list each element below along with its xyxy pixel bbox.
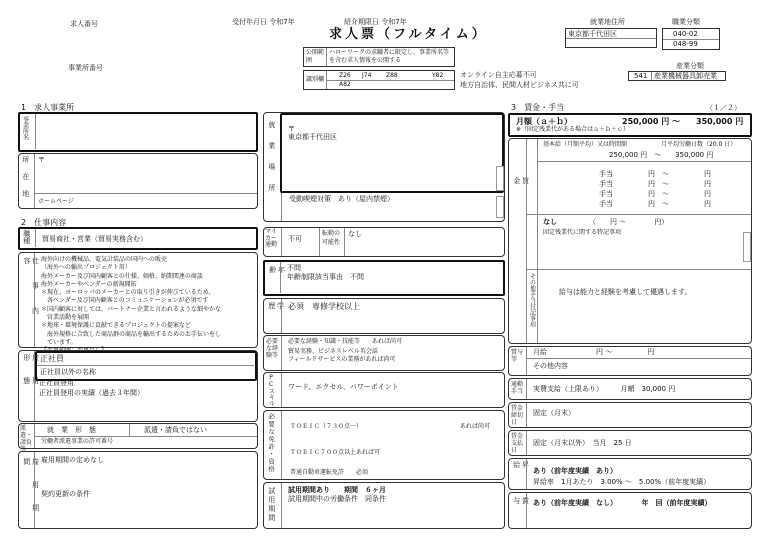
desc-line: ＊現在、ヨーロッパのメーカーとの取り引きが伸びているため、 [41, 289, 215, 297]
job-description-box [18, 252, 258, 355]
desc-line: ＊国内顧客に対しては、パートナー企業と言われるような細やかな [41, 305, 222, 313]
work-address-box [280, 113, 504, 193]
desc-line: ＊地球・環境保護に貢献できるプロジェクトの提案など [41, 322, 191, 330]
trial-period-value: 試用期間あり 期間 ６ヶ月 [288, 486, 386, 494]
wage-close-box [508, 402, 752, 428]
public-range-text: ハローワークの求職者に限定し、事業所名等を含む求人情報を公開する [329, 49, 450, 64]
other-allowance-value: 給与は能力と経験を考慮して優遇します。 [559, 288, 692, 296]
employment-status-box [35, 351, 257, 381]
pc-skill-box [263, 372, 505, 408]
irregular-other: その他内容 [533, 362, 568, 370]
employment-period-box [18, 451, 258, 529]
desc-line: ています。 [41, 338, 77, 346]
wage-pay-value: 固定（月末以外） 当月 25 日 [533, 439, 632, 447]
work-address: 東京都千代田区 [288, 133, 337, 141]
dispatch-form-value: 派遣・請負ではない [144, 426, 207, 434]
id-box [303, 70, 455, 90]
mycar-value: 不可 [288, 235, 302, 243]
transfer-value: なし [348, 230, 362, 238]
license-item: ＴＯＥＩＣ（７３０点～） [290, 423, 363, 430]
commute-allowance-box [508, 378, 752, 400]
public-range-label: 公開範囲 [306, 49, 325, 64]
dispatch-box [18, 423, 258, 453]
age-label: 年齢 [268, 266, 286, 283]
employment-period-value: 雇用期間の定めなし [41, 456, 104, 464]
education-box [263, 298, 505, 334]
wage-pay-label: 賃金支払日 [511, 433, 524, 454]
work-address-scrollbar[interactable] [496, 166, 504, 191]
desc-line: 海外メーカー及び国内顧客との仕様、価格、納期関連の商談 [41, 272, 203, 280]
license-item: ＴＯＥＩＣ７００点以上あれば可 [290, 449, 381, 456]
public-range-box [303, 47, 455, 67]
section1-title: 1 求人事業所 [21, 103, 75, 112]
basic-pay-value: 250,000 円 ～ 350,000 円 [609, 151, 714, 159]
age-box [263, 260, 505, 296]
job-description-text [41, 256, 221, 356]
experience-box [263, 335, 505, 371]
industry-box [628, 71, 726, 81]
experience-line: フィールドサービスの業務があれば尚可 [288, 356, 396, 363]
driver-license: 普通自動車運転免許 必須 [290, 469, 369, 476]
employer-address-label: 所在地 [21, 156, 30, 207]
trial-period-label: 試用期間 [267, 487, 276, 523]
desc-line: 営業活動を展開 [41, 314, 90, 322]
employer-name-label: 事業所名 [21, 116, 29, 140]
id-code: J74 [362, 72, 372, 79]
fixed-overtime-scrollbar[interactable] [743, 232, 751, 262]
employer-address-box [18, 153, 258, 209]
irregular-wage-label: 賞与等 [511, 349, 524, 363]
job-type-value: 貿易商社・営業（貿易実務含む） [42, 235, 147, 243]
document-title: 求人票（フルタイム） [329, 27, 488, 42]
industry-label: 産業分類 [676, 62, 704, 70]
industry-name: 産業機械器具卸売業 [654, 72, 717, 80]
fixed-overtime-value: なし [543, 218, 557, 226]
fixed-overtime-range: （ 円 ～ 円） [589, 218, 669, 226]
license-box [263, 410, 505, 480]
raise-box [508, 458, 752, 490]
industry-code: 541 [634, 72, 648, 80]
online-apply-note: オンライン自主応募不可 [460, 71, 537, 79]
basic-pay-label: 基本給（月額平均）又は時間額 [543, 141, 628, 148]
work-postal: 〒 [288, 125, 295, 133]
wage-pay-box [508, 430, 752, 456]
desc-line: （海外への輸出プロジェクト用） [41, 264, 131, 272]
transfer-label: 転勤の可能性 [322, 230, 341, 246]
occupation-box [662, 28, 720, 50]
bonus-label: 賞与 [512, 497, 530, 514]
regular-conversion-value: 正社員登用の実績（過去３年間） [39, 389, 144, 397]
monthly-wage-label: 月額（ａ＋ｂ） [516, 117, 572, 126]
commute-allowance-value: 実費支給（上限あり） 月額 30,000 円 [533, 385, 676, 393]
local-gov-note: 地方自治体、民間人材ビジネス共に可 [460, 81, 579, 89]
education-label: 学歴 [267, 302, 285, 319]
desc-line: 海外規格に合致した商品群の商品を輸出するためのお手伝いをし [41, 330, 222, 338]
section3-title: 3 賃金・手当 [511, 103, 565, 112]
dispatch-form-label: 就 業 形 態 [47, 426, 96, 434]
workplace-box [565, 28, 657, 48]
workplace-value: 東京都千代田区 [568, 30, 617, 38]
allowance-row: 手当 円 ～ 円 [599, 190, 711, 198]
irregular-monthly: 月給 円 ～ 円 [533, 348, 655, 356]
other-allowance-label: その他手当付記事項 [528, 273, 536, 327]
allowance-row: 手当 円 ～ 円 [599, 170, 711, 178]
irregular-wage-box [508, 346, 752, 376]
raise-rate: 昇給率 1月あたり 3.00% ～ 5.00%（前年度実績） [533, 478, 711, 486]
employer-postal: 〒 [38, 156, 45, 164]
license-label: 必要な免許・資格 [267, 413, 276, 473]
office-number-label: 事業所番号 [68, 64, 103, 72]
raise-label: 昇給 [512, 461, 530, 476]
employment-period-label: 雇用期間 [22, 458, 40, 527]
employer-name-box [18, 112, 258, 152]
page-indicator: （１／２） [706, 104, 741, 112]
commute-transfer-box [263, 227, 505, 257]
job-number-label: 求人番号 [70, 20, 98, 28]
commute-allowance-label: 通勤手当 [511, 381, 524, 395]
fixed-overtime-note: 固定残業代に関する特記事項 [543, 229, 622, 236]
allowance-row: 手当 円 ～ 円 [599, 200, 711, 208]
experience-label: 必要な経験等 [266, 338, 279, 359]
regular-conversion-label: 正社員登用 [39, 379, 74, 387]
smoking-policy: 受動喫煙対策 あり（屋内禁煙） [289, 195, 394, 203]
renewal-condition-label: 契約更新の条件 [41, 490, 90, 498]
referral-deadline-label: 紹介期限日 令和7年 [344, 18, 407, 26]
id-code: Y82 [432, 72, 444, 79]
id-code: Z88 [386, 72, 398, 79]
homepage-label: ホームページ [38, 198, 74, 205]
monthly-wage-note: ※（固定残業代がある場合はａ＋ｂ＋ｃ） [516, 126, 630, 133]
workplace-label: 就業地住所 [590, 18, 625, 26]
education-value: 必須 専修学校以上 [288, 302, 360, 311]
monthly-wage-value: 250,000 円 ～ 350,000 円 [622, 117, 744, 126]
smoking-scrollbar[interactable] [496, 196, 504, 218]
age-reason: 年齢制限該当事由 不問 [287, 273, 364, 281]
occupation-code: 048-99 [673, 40, 698, 48]
employment-status-value: 正社員 [40, 354, 64, 363]
occupation-label: 職業分類 [672, 18, 700, 26]
id-code: Z26 [339, 72, 351, 79]
bonus-value: あり（前年度実績 なし） 年 回（前年度実績） [533, 499, 712, 507]
desc-line: 海外メーカーやベンダーの新規開拓 [41, 280, 137, 288]
id-label: 識別欄 [306, 76, 325, 83]
experience-line: 貿易実務、ビジネスレベル英会話 [288, 348, 378, 355]
dispatch-label: 派遣・請負等 [20, 425, 33, 453]
pc-skill-value: ワード、エクセル、パワーポイント [288, 383, 399, 391]
job-description-label: 仕事内容 [22, 257, 40, 332]
occupation-code: 040-02 [673, 30, 698, 38]
experience-value: 必要な経験・知識・技能等 あれば尚可 [288, 338, 403, 345]
received-date-label: 受付年月日 令和7年 [232, 18, 295, 26]
monthly-wage-box [508, 113, 752, 137]
trial-period-box [263, 482, 505, 529]
desc-line: 【変更範囲：変更なし】 [41, 347, 108, 355]
employment-type-label: 雇用形態 [22, 354, 40, 400]
non-regular-name-label: 正社員以外の名称 [40, 368, 96, 376]
allowance-row: 手当 円 ～ 円 [599, 180, 711, 188]
work-location-label: 就業場所 [267, 121, 276, 205]
bonus-box [508, 492, 752, 529]
work-days-label: 月平均労働日数（20.0 日） [661, 141, 737, 148]
desc-line: 海外向けの機械品、電気計装品の国内への販売 [41, 256, 168, 263]
license-note: あれば尚可 [460, 423, 491, 430]
pc-skill-label: PCスキル [267, 374, 275, 406]
trial-condition: 試用期間中の労働条件 同条件 [288, 495, 386, 503]
wage-close-label: 賃金締切日 [511, 405, 524, 426]
wage-detail-box [508, 138, 752, 344]
job-type-label: 職種 [22, 230, 31, 244]
id-code: A82 [339, 81, 351, 88]
dispatch-license-label: 労働者派遣事業の許可番号 [41, 438, 114, 445]
section2-title: 2 仕事内容 [21, 218, 67, 227]
raise-value: あり（前年度実績 あり） [533, 467, 617, 475]
desc-line: 各ベンダー及び国内顧客とのコミュニケーションが必須です [41, 297, 209, 305]
wage-label: 賃金 [512, 177, 530, 264]
wage-close-value: 固定（月末） [533, 409, 575, 417]
job-type-box [18, 227, 258, 250]
age-value: 不問 [287, 264, 301, 272]
mycar-label: マイカー通勤 [265, 228, 278, 248]
